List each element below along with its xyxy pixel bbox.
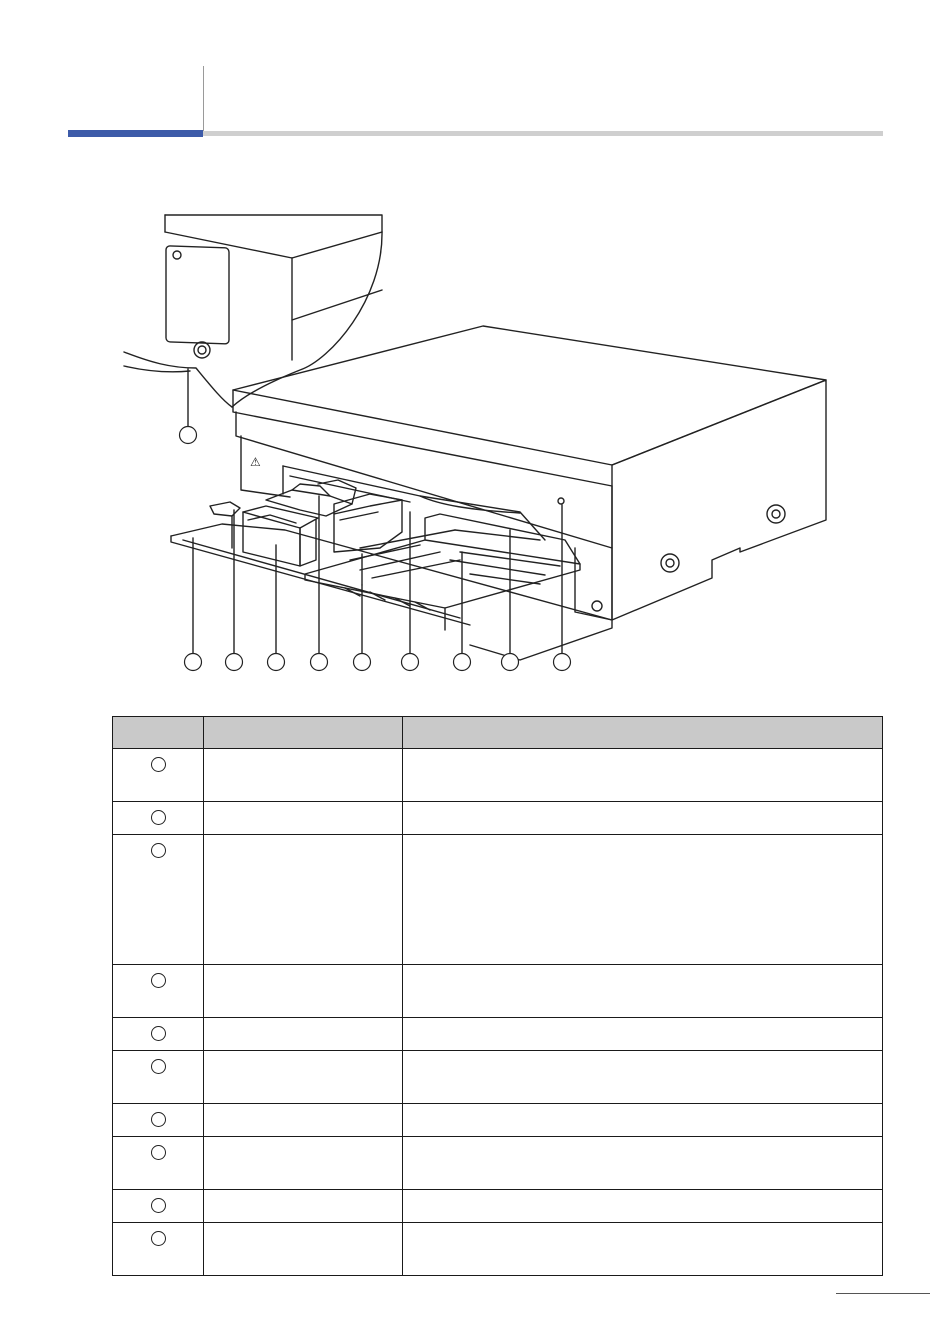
header-description <box>403 717 883 749</box>
callout-1 <box>180 427 197 444</box>
table-row <box>113 965 883 1018</box>
callout-6 <box>354 654 371 671</box>
table-header-row <box>113 717 883 749</box>
row-number-circle <box>151 1145 166 1160</box>
table-row <box>113 1018 883 1051</box>
row-name <box>204 1223 403 1276</box>
row-description <box>403 802 883 835</box>
row-name <box>204 835 403 965</box>
row-name <box>204 965 403 1018</box>
callout-10 <box>554 654 571 671</box>
callout-4 <box>268 654 285 671</box>
table-row <box>113 802 883 835</box>
row-description <box>403 1018 883 1051</box>
row-name <box>204 1018 403 1051</box>
table-row <box>113 1051 883 1104</box>
row-name <box>204 1051 403 1104</box>
table-row <box>113 1190 883 1223</box>
row-name <box>204 1137 403 1190</box>
row-number-circle <box>151 1112 166 1127</box>
row-number-circle <box>151 973 166 988</box>
callout-9 <box>502 654 519 671</box>
callout-5 <box>311 654 328 671</box>
row-number-circle <box>151 757 166 772</box>
row-description <box>403 1223 883 1276</box>
row-number-circle <box>151 1026 166 1041</box>
row-description <box>403 965 883 1018</box>
header-name <box>204 717 403 749</box>
row-number-circle <box>151 1059 166 1074</box>
row-name <box>204 1190 403 1223</box>
callout-8 <box>454 654 471 671</box>
row-name <box>204 1104 403 1137</box>
row-description <box>403 749 883 802</box>
table-row <box>113 1104 883 1137</box>
row-name <box>204 802 403 835</box>
table-row <box>113 835 883 965</box>
row-number-circle <box>151 843 166 858</box>
callout-2 <box>185 654 202 671</box>
footer-rule <box>836 1293 930 1294</box>
parts-table <box>112 716 883 1276</box>
table-row <box>113 1223 883 1276</box>
row-description <box>403 1137 883 1190</box>
table-row <box>113 1137 883 1190</box>
row-name <box>204 749 403 802</box>
row-description <box>403 835 883 965</box>
warning-label: ⚠ <box>250 455 261 469</box>
row-description <box>403 1051 883 1104</box>
row-description <box>403 1104 883 1137</box>
row-number-circle <box>151 810 166 825</box>
row-number-circle <box>151 1198 166 1213</box>
row-description <box>403 1190 883 1223</box>
callout-7 <box>402 654 419 671</box>
row-number-circle <box>151 1231 166 1246</box>
inset-detail <box>124 215 382 407</box>
callout-3 <box>226 654 243 671</box>
header-number <box>113 717 204 749</box>
table-row <box>113 749 883 802</box>
